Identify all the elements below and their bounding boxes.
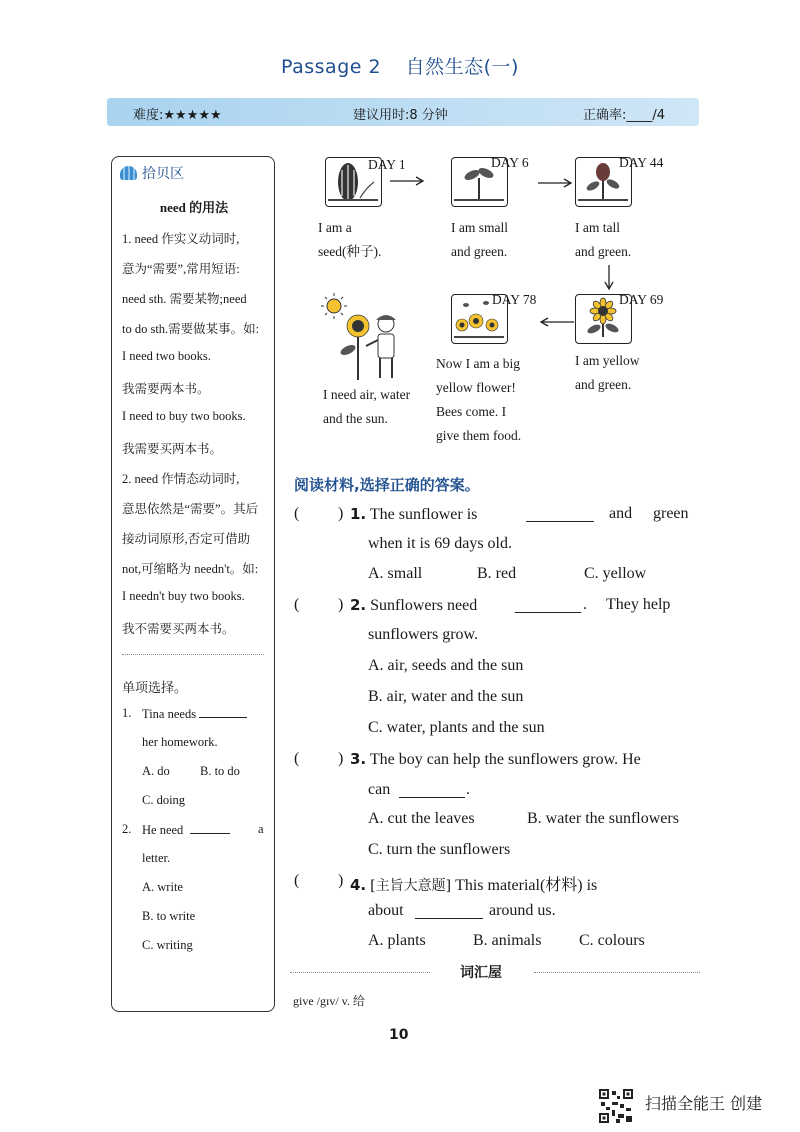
- reading-instruction: 阅读材料,选择正确的答案。: [294, 476, 480, 494]
- question-1-option-c: C. yellow: [584, 565, 647, 582]
- exercise-q1-stem-a: Tina needs: [142, 707, 197, 721]
- question-number: 2.: [350, 596, 367, 614]
- sidebar-line: to do sth.需要做某事。如:: [122, 322, 260, 336]
- accuracy-label: 正确率:____/4: [583, 108, 666, 123]
- sidebar-subheading: need 的用法: [159, 200, 229, 215]
- question-4-option-b: B. animals: [473, 932, 542, 949]
- caption-day69: [575, 349, 639, 397]
- sidebar-heading: [120, 163, 184, 183]
- sidebar-line: need sth. 需要某物;need: [122, 292, 247, 306]
- sidebar-line: not,可缩略为 needn't。如:: [122, 562, 259, 576]
- question-2-stem-end2: They help: [606, 596, 671, 613]
- exercise-heading: 单项选择。: [122, 681, 188, 696]
- question-4-option-a: A. plants: [368, 932, 426, 949]
- caption-day44: [575, 216, 631, 264]
- arrow-left-icon: [536, 316, 576, 328]
- question-number: 4.: [350, 876, 367, 894]
- page-title: [0, 52, 800, 79]
- caption-line: yellow flower!: [436, 380, 516, 395]
- question-number: 1.: [350, 505, 367, 523]
- question-4-option-c: C. colours: [579, 932, 645, 949]
- question-text: The sunflower is: [369, 506, 478, 523]
- day-label-69: DAY 69: [619, 292, 664, 307]
- answer-blank[interactable]: [515, 601, 581, 613]
- answer-blank[interactable]: [415, 907, 483, 919]
- exercise-q2-stem-end: a: [258, 822, 264, 836]
- exercise-q1-opt-b: B. to do: [200, 764, 240, 778]
- qr-code-icon: [598, 1088, 634, 1124]
- caption-line: I am tall: [575, 220, 620, 235]
- page-number: 10: [389, 1027, 409, 1043]
- shell-icon: [120, 166, 137, 180]
- exercise-q1-opt-c: C. doing: [142, 793, 186, 807]
- caption-line: I am a: [318, 220, 352, 235]
- question-3-option-b: B. water the sunflowers: [527, 810, 679, 827]
- info-bar: [107, 98, 699, 126]
- question-2-option-c: C. water, plants and the sun: [368, 719, 545, 736]
- question-2-stem-2: sunflowers grow.: [368, 626, 479, 643]
- question-4-stem: [350, 872, 597, 895]
- sidebar-line: I need two books.: [122, 349, 211, 363]
- sidebar-divider: [122, 654, 264, 655]
- sidebar-box: [111, 156, 275, 1012]
- caption-day78: [436, 352, 521, 448]
- sidebar-heading-text: 拾贝区: [142, 166, 184, 182]
- answer-blank[interactable]: [190, 822, 230, 834]
- sidebar-line: 我需要买两本书。: [122, 442, 223, 456]
- answer-blank[interactable]: [399, 786, 465, 798]
- caption-line: I am yellow: [575, 353, 640, 368]
- caption-line: seed(种子).: [318, 244, 382, 259]
- caption-line: and green.: [451, 244, 508, 259]
- answer-bracket-close: ): [338, 872, 344, 889]
- sidebar-line: 意为“需要”,常用短语:: [122, 262, 240, 276]
- answer-bracket-close: ): [338, 505, 344, 522]
- day-label-1: DAY 1: [368, 157, 406, 172]
- vocab-entry: give /gɪv/ v. 给: [293, 994, 365, 1008]
- question-2-option-a: A. air, seeds and the sun: [368, 657, 524, 674]
- sidebar-line: 意思依然是“需要”。其后: [122, 502, 259, 516]
- caption-line: and the sun.: [323, 411, 388, 426]
- exercise-q1-stem: [142, 706, 247, 722]
- question-3-option-c: C. turn the sunflowers: [368, 841, 511, 858]
- vocab-header: [290, 960, 700, 984]
- caption-line: Now I am a big: [436, 356, 520, 371]
- question-2-stem-end1: .: [583, 596, 587, 613]
- question-3-stem-2: can: [368, 781, 391, 798]
- caption-line: give them food.: [436, 428, 522, 443]
- difficulty-label: 难度:★★★★★: [133, 108, 222, 123]
- question-1-stem-2: when it is 69 days old.: [368, 535, 512, 552]
- caption-line: I need air, water: [323, 387, 411, 402]
- exercise-q2-num: 2.: [122, 822, 132, 836]
- answer-blank[interactable]: [199, 706, 247, 718]
- question-3-stem: [350, 750, 641, 769]
- watermark-text: 扫描全能王 创建: [645, 1094, 763, 1113]
- arrow-right-icon: [388, 175, 428, 187]
- exercise-q1-opt-a: A. do: [142, 764, 170, 778]
- vocab-divider-left: [290, 972, 430, 973]
- answer-bracket-close: ): [338, 596, 344, 613]
- sidebar-line: 1. need 作实义动词时,: [122, 232, 240, 246]
- exercise-q1-stem-b: her homework.: [142, 735, 218, 749]
- question-number: 3.: [350, 750, 367, 768]
- boy-sunflower-illustration: [318, 290, 408, 382]
- answer-blank[interactable]: [526, 510, 594, 522]
- question-3-option-a: A. cut the leaves: [368, 810, 475, 827]
- sidebar-line: 我需要两本书。: [122, 382, 210, 396]
- sidebar-line: 我不需要买两本书。: [122, 622, 235, 636]
- sidebar-line: 接动词原形,否定可借助: [122, 532, 251, 546]
- exercise-q2-opt-a: A. write: [142, 880, 183, 894]
- exercise-q2-stem-a: He need: [142, 823, 184, 837]
- caption-day1: [318, 216, 381, 264]
- caption-line: and green.: [575, 377, 632, 392]
- time-label: 建议用时:8 分钟: [353, 108, 448, 123]
- arrow-right-icon: [536, 177, 576, 189]
- question-1-option-b: B. red: [477, 565, 517, 582]
- day-label-78: DAY 78: [492, 292, 537, 307]
- day-label-6: DAY 6: [491, 155, 529, 170]
- question-1-stem-end2: green: [653, 505, 689, 522]
- exercise-q2-stem-b: letter.: [142, 851, 171, 865]
- question-1-stem-end1: and: [609, 505, 633, 522]
- answer-bracket-close: ): [338, 750, 344, 767]
- question-4-stem-2-end: around us.: [489, 902, 556, 919]
- question-tag: [主旨大意题]: [370, 878, 452, 894]
- question-1-stem: [350, 505, 477, 524]
- topic-label: 自然生态(一): [405, 56, 519, 78]
- passage-label: Passage 2: [281, 56, 382, 78]
- arrow-down-icon: [603, 264, 615, 292]
- question-2-stem: [350, 596, 477, 615]
- caption-day6: [451, 216, 508, 264]
- caption-line: I am small: [451, 220, 508, 235]
- question-text: This material(材料) is: [455, 877, 598, 894]
- answer-bracket-open: (: [294, 750, 300, 767]
- day-label-44: DAY 44: [619, 155, 664, 170]
- question-4-stem-2: about: [368, 902, 404, 919]
- exercise-q2-opt-b: B. to write: [142, 909, 196, 923]
- exercise-q2-opt-c: C. writing: [142, 938, 193, 952]
- vocab-divider-right: [534, 972, 700, 973]
- answer-bracket-open: (: [294, 596, 300, 613]
- answer-bracket-open: (: [294, 872, 300, 889]
- question-text: Sunflowers need: [370, 597, 478, 614]
- caption-boy: [323, 383, 410, 431]
- question-3-stem-2-end: .: [466, 781, 470, 798]
- question-2-option-b: B. air, water and the sun: [368, 688, 524, 705]
- sidebar-line: I needn't buy two books.: [122, 589, 245, 603]
- answer-bracket-open: (: [294, 505, 300, 522]
- question-1-option-a: A. small: [368, 565, 423, 582]
- caption-line: Bees come. I: [436, 404, 507, 419]
- question-text: The boy can help the sunflowers grow. He: [369, 751, 641, 768]
- sidebar-line: I need to buy two books.: [122, 409, 246, 423]
- caption-line: and green.: [575, 244, 632, 259]
- exercise-q2-stem: [142, 822, 230, 838]
- vocab-title: 词汇屋: [460, 965, 502, 981]
- exercise-q1-num: 1.: [122, 706, 132, 720]
- sidebar-line: 2. need 作情态动词时,: [122, 472, 240, 486]
